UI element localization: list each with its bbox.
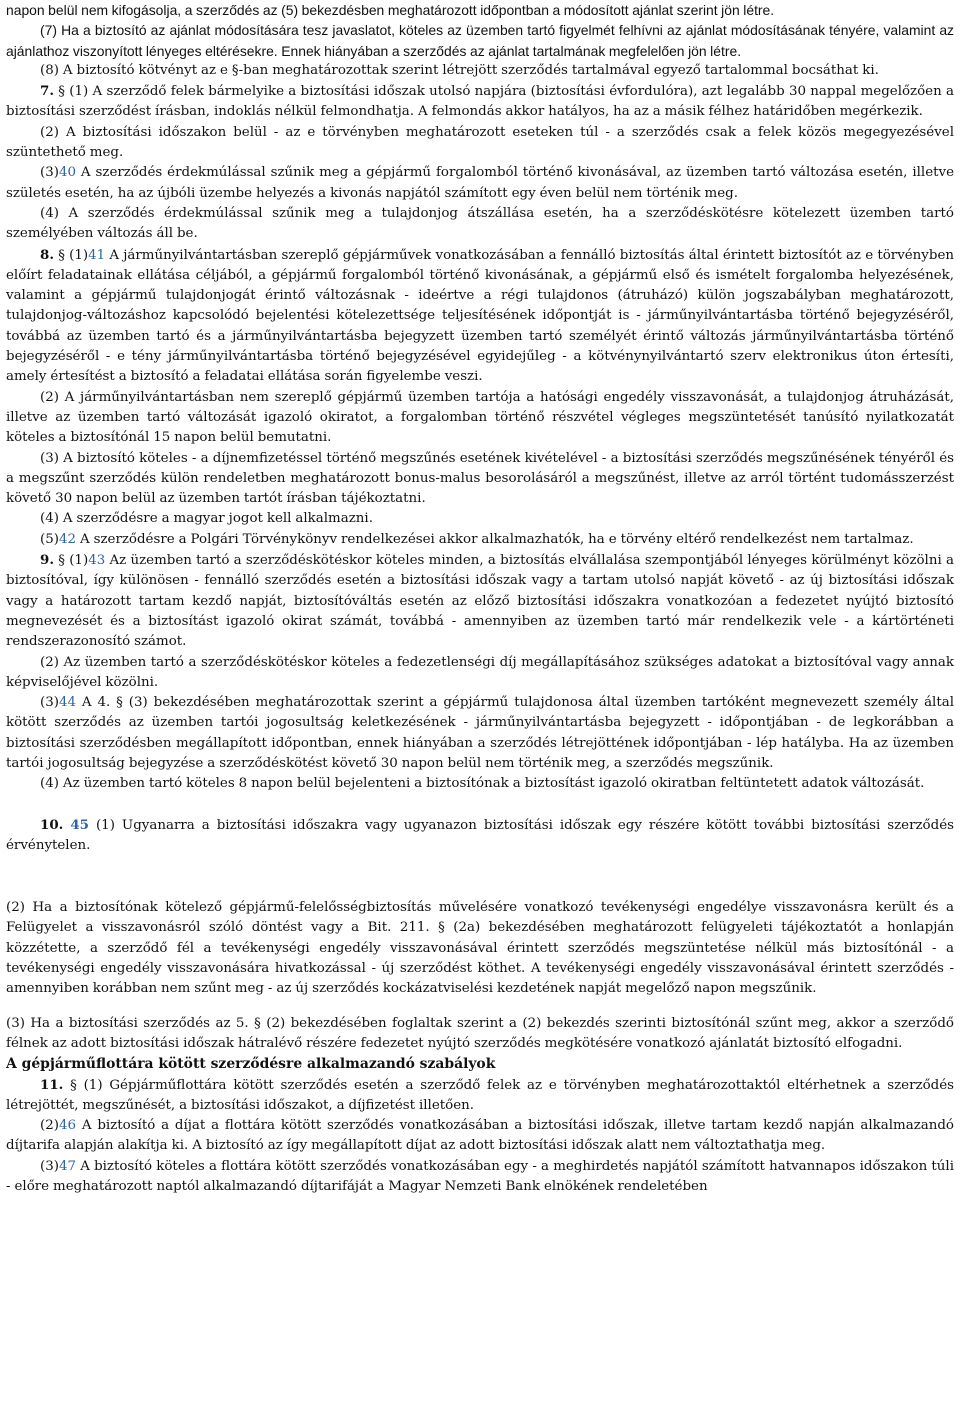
section-number: 7. — [40, 83, 54, 100]
section-9-3: (3)44 A 4. § (3) bekezdésében meghatározottak szerint a gépjármű tulajdonosa által üzemben tartóként megnevezett személy által kötött szerződés az üzemben tartói jogosultság keletkezésének - járműnyilvántartásba bejegyzett - időpontjában - de legkorábban a biztosítási szerződésben megállapított időpontban, ennek hiányában a szerződés létrejöttének időpontjában - lép hatályba. Ha az üzemben tartói jogosultság bejegyzése a szerződéskötést követő 30 napon belül nem történik meg, a szerződés megszűnik. — [6, 695, 954, 771]
section-10-3: (3) Ha a biztosítási szerződés az 5. § (2) bekezdésében foglaltak szerint a (2) bekezdés szerinti biztosítónál szűnt meg, akkor a szerződő félnek az adott biztosítási időszak hátralévő részére fedezetet nyújtó szerződés megkötésére vonatkozó ajánlatát biztosító elfogadni. — [6, 1015, 954, 1051]
section-9-2: (2) Az üzemben tartó a szerződéskötéskor köteles a fedezetlenségi díj megállapításához szükséges adatokat a biztosítóval vagy annak képviselőjével közölni. — [6, 654, 954, 690]
section-heading: A gépjárműflottára kötött szerződésre alkalmazandó szabályok — [6, 1056, 496, 1073]
section-number: 8. — [40, 246, 54, 263]
footnote-ref[interactable]: 46 — [58, 1118, 77, 1134]
section-8-1: 8. § (1)41 A járműnyilvántartásban szereplő gépjárművek vonatkozásában a fennálló biztosítás által érintett biztosítót az e törvényben előírt feladatainak ellátása céljából, a gépjármű forgalomból történő kivonásának, a gépjármű első és ismételt forgalomba helyezésének, valamint a gépjármű tulajdonjogát érintő változásnak - ideértve a régi tulajdonos (átruházó) külön jogszabályban meghatározott, tulajdonjog-változáshoz kapcsolódó bejelentési kötelezettsége teljesítésének időpontját is - járműnyilvántartásba történő bejegyzéséről, továbbá az üzemben tartó és a járműnyilvántartásba bejegyzett üzemben tartó személyét érintő változás járműnyilvántartásba történő bejegyzéséről - e tény járműnyilvántartásba történő bejegyzésével egyidejűleg - a kötvénynyilvántartó szerv elektronikus úton értesíti, amely értesítést a biztosító a feladatai ellátása során figyelembe veszi. — [6, 246, 954, 385]
section-8-3: (3) A biztosító köteles - a díjnemfizetéssel történő megszűnés esetének kivételével - a biztosítási szerződés megszűnésének tényéről és a megszűnt szerződés külön rendeletben meghatározott bonus-malus besorolásáról a megszűnést, illetve az arról történt tudomásszerzést követő 30 napon belül az üzemben tartót írásban tájékoztatni. — [6, 450, 954, 507]
footnote-ref[interactable]: 44 — [58, 695, 77, 711]
section-11-2: (2)46 A biztosító a díjat a flottára kötött szerződés vonatkozásában a biztosítási időszak, illetve tartam kezdő napján alkalmazandó díjtarifa alapján alakítja ki. A biztosító az így megállapított díjat az adott biztosítási időszak alatt nem változtathatja meg. — [6, 1118, 954, 1154]
section-10-1: 10. 45 (1) Ugyanarra a biztosítási időszakra vagy ugyanazon biztosítási időszak egy részére kötött további biztosítási szerződés érvénytelen. — [6, 816, 954, 853]
section-7-2: (2) A biztosítási időszakon belül - az e törvényben meghatározott eseteken túl - a szerződés csak a felek közös megegyezésével szüntethető meg. — [6, 124, 954, 161]
footnote-ref[interactable]: 42 — [58, 531, 77, 547]
section-8-2: (2) A járműnyilvántartásban nem szereplő gépjármű üzemben tartója a hatósági engedély visszavonását, a tulajdonjog átruházását, illetve az üzemben tartó változását igazoló okiratot, a forgalomban történő részvétel végleges megszüntetését tanúsító nyilatkozatát köteles a biztosítónál 15 napon belül bemutatni. — [6, 389, 954, 446]
section-7-3: (3)40 A szerződés érdekmúlással szűnik meg a gépjármű forgalomból történő kivonásával, az üzemben tartó változása esetén, illetve születés esetén, ha az újbóli üzembe helyezés a kivonás napjától számított egy éven belül nem történik meg. — [6, 165, 954, 201]
paragraph-continuation: napon belül nem kifogásolja, a szerződés az (5) bekezdésben meghatározott időpontban a módosított ajánlat szerint jön létre. — [6, 2, 775, 18]
footnote-ref[interactable]: 45 — [70, 816, 89, 833]
paragraph-5-7: (7) Ha a biztosító az ajánlat módosítására tesz javaslatot, köteles az üzemben tartó figyelmét felhívni az ajánlat módosításának tényére, valamint az ajánlathoz viszonyított lényeges eltérésekre. Ennek hiányában a szerződés az ajánlat tartalmának megfelelően jön létre. — [6, 22, 954, 59]
spacer — [6, 795, 954, 815]
section-9-4: (4) Az üzemben tartó köteles 8 napon belül bejelenteni a biztosítónak a biztosítást igazoló okiratban feltüntetett adatok változását. — [40, 776, 925, 792]
footnote-ref[interactable]: 40 — [58, 165, 77, 181]
section-8-4: (4) A szerződésre a magyar jogot kell alkalmazni. — [40, 511, 373, 527]
section-8-5: (5)42 A szerződésre a Polgári Törvénykönyv rendelkezései akkor alkalmazhatók, ha e törvény eltérő rendelkezést nem tartalmaz. — [40, 531, 914, 547]
section-number: 10. — [40, 816, 64, 833]
section-7-4: (4) A szerződés érdekmúlással szűnik meg a tulajdonjog átszállása esetén, ha a szerződéskötésre kötelezett üzemben tartó személyében változás áll be. — [6, 205, 954, 242]
spacer — [6, 1000, 954, 1014]
spacer — [6, 856, 954, 898]
footnote-ref[interactable]: 47 — [58, 1158, 77, 1174]
footnote-ref[interactable]: 43 — [88, 553, 106, 569]
section-9-1: 9. § (1)43 Az üzemben tartó a szerződéskötéskor köteles minden, a biztosítás elvállalása szempontjából lényeges körülményt közölni a biztosítóval, így különösen - fennálló szerződés esetén a biztosítási időszak vagy a tartam utolsó napját követő - az új biztosítási időszak vagy a határozott tartam kezdő napját, biztosítóváltás esetén az előző biztosítási időszakra vonatkozóan a fedezetet nyújtó biztosító megnevezését és a biztosítást igazoló okirat számát, továbbá - amennyiben az üzemben tartó már rendelkezik vele - a kártörténeti rendszerazonosító számot. — [6, 552, 954, 650]
section-7-1: 7. § (1) A szerződő felek bármelyike a biztosítási időszak utolsó napjára (biztosítási évfordulóra), azt legalább 30 nappal megelőzően a biztosítási szerződést írásban, indoklás nélkül felmondhatja. A felmondás akkor hatályos, ha az a másik félhez határidőben megérkezik. — [6, 83, 954, 120]
paragraph-5-8: (8) A biztosító kötvényt az e §-ban meghatározottak szerint létrejött szerződés tartalmával egyező tartalommal bocsáthat ki. — [40, 62, 879, 78]
section-11-1: 11. § (1) Gépjárműflottára kötött szerződés esetén a szerződő felek az e törvényben meghatározottaktól eltérhetnek a szerződés létrejöttét, megszűnését, a biztosítási időszakot, a díjfizetést illetően. — [6, 1076, 954, 1113]
section-number: 9. — [40, 552, 54, 569]
section-11-3: (3)47 A biztosító köteles a flottára kötött szerződés vonatkozásában egy - a meghirdetés napjától számított hatvannapos időszakon túli - előre meghatározott naptól alkalmazandó díjtarifáját a Magyar Nemzeti Bank elnökének rendeletében — [6, 1158, 954, 1195]
footnote-ref[interactable]: 41 — [88, 247, 106, 263]
section-10-2: (2) Ha a biztosítónak kötelező gépjármű-felelősségbiztosítás művelésére vonatkozó tevékenységi engedélye visszavonásra került és a Felügyelet a visszavonásról szóló döntést vagy a Bit. 211. § (2a) bekezdésében meghatározott felügyeleti tájékoztatót a honlapján közzétette, a szerződő fél a tevékenységi engedély visszavonásával érintett szerződés megszüntetése nélkül más biztosítónál - a tevékenységi engedély visszavonására hivatkozással - új szerződést köthet. A tevékenységi engedély visszavonásával érintett szerződés - amennyiben korábban nem szűnt meg - az új szerződés kockázatviselési kezdetének napját megelőző napon megszűnik. — [6, 900, 954, 997]
section-number: 11. — [40, 1076, 64, 1093]
